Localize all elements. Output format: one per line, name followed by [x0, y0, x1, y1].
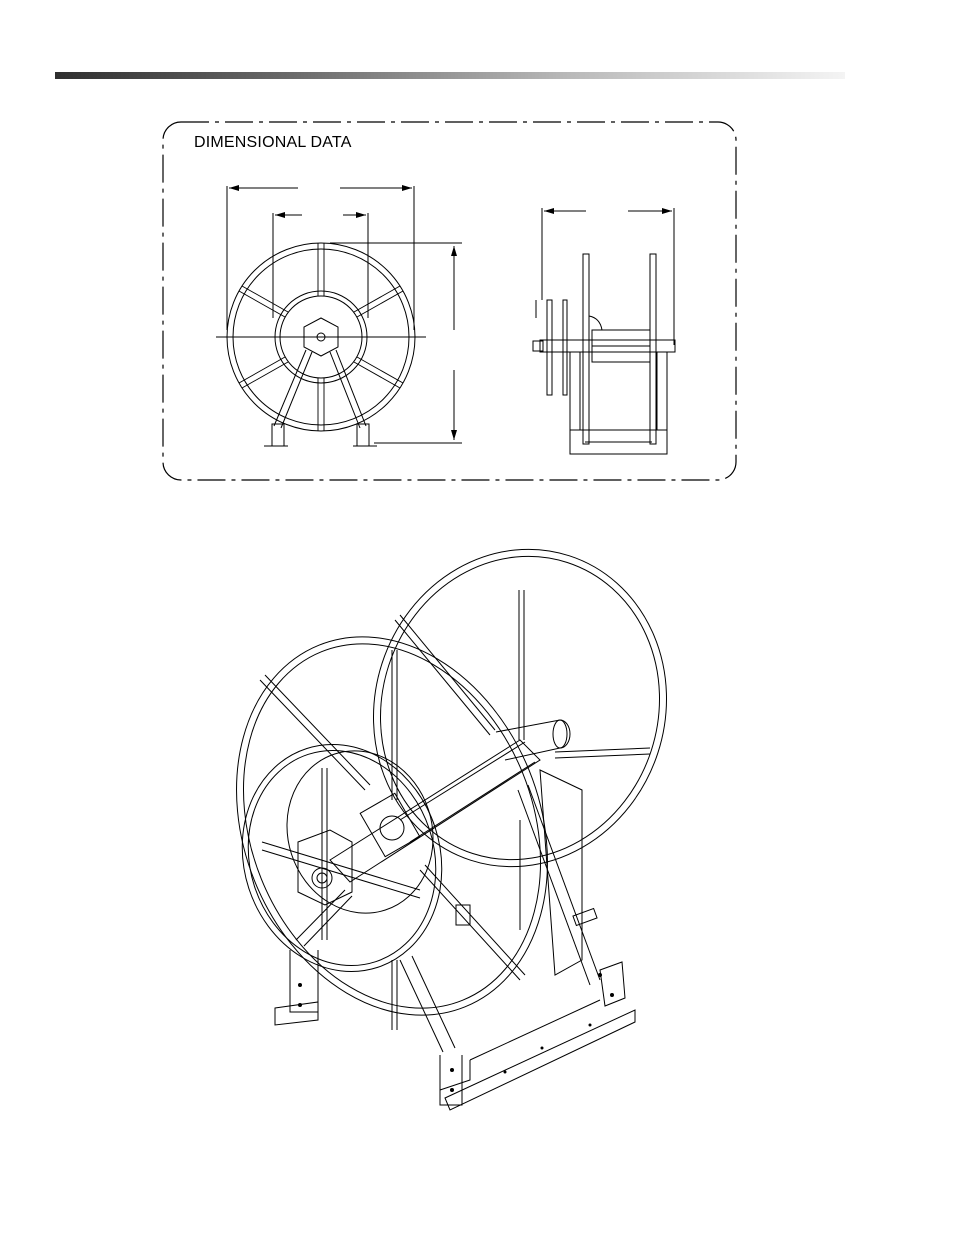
panel-title: DIMENSIONAL DATA — [194, 134, 352, 151]
